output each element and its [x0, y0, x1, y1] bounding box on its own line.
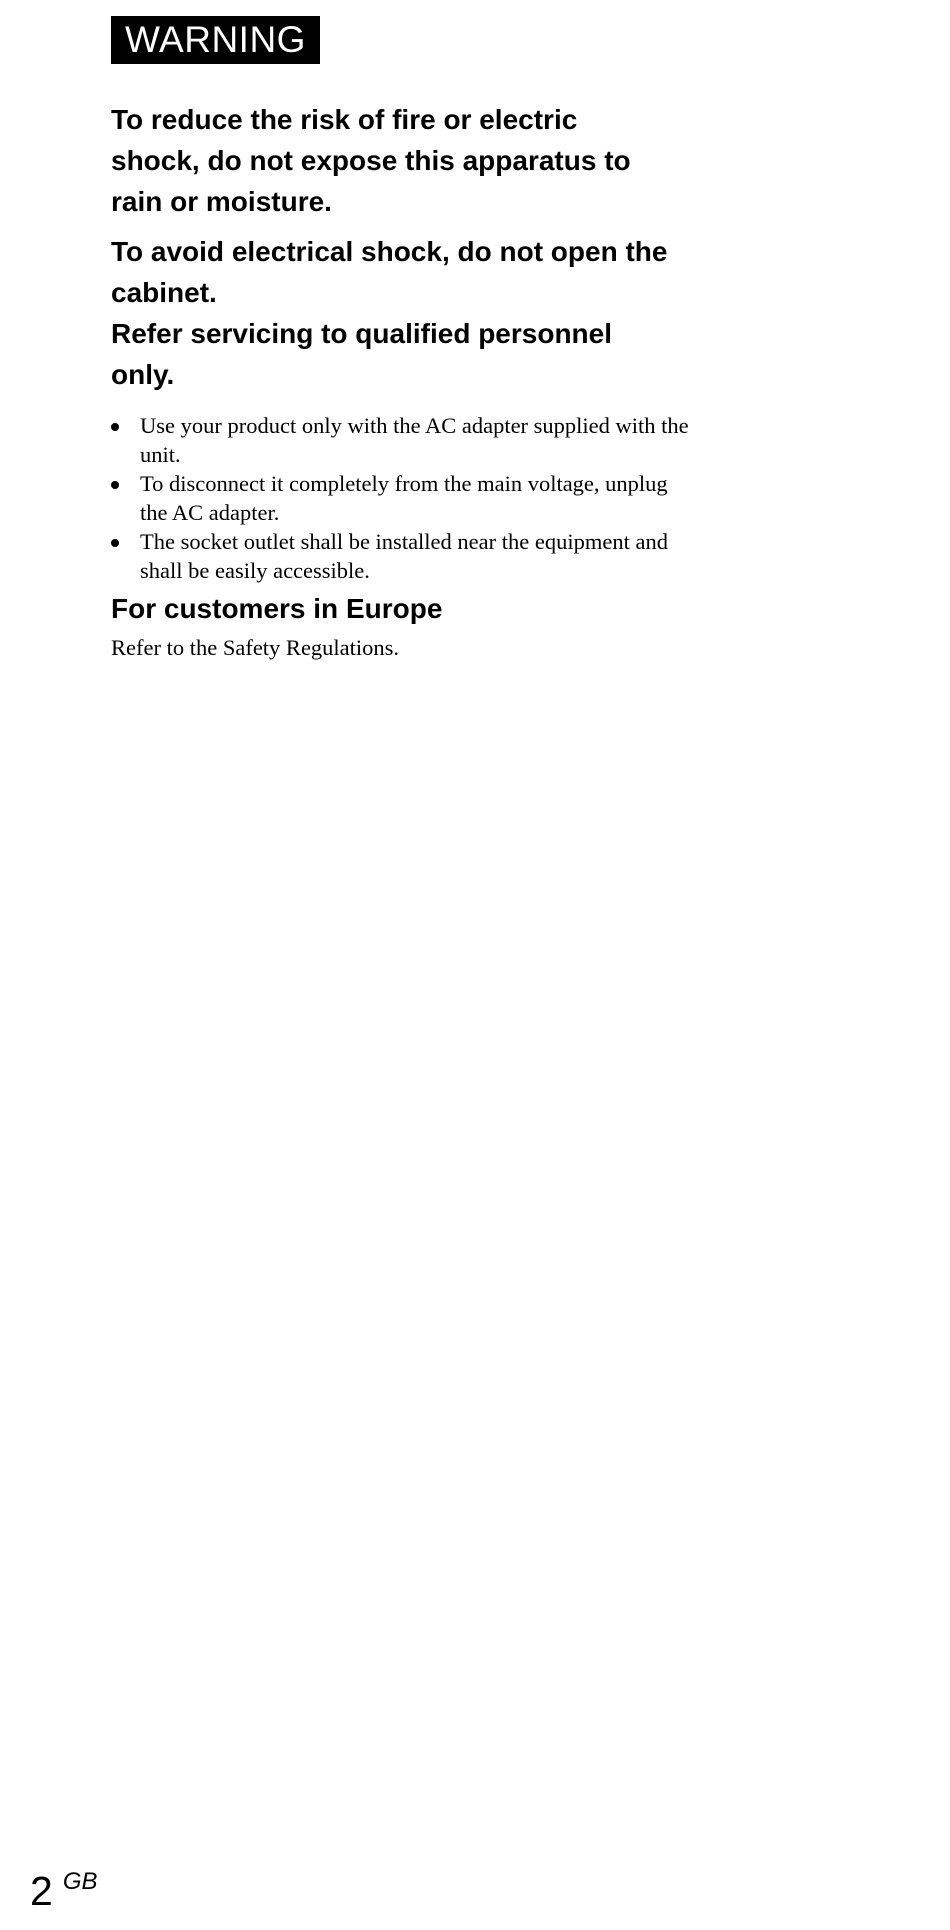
section-heading: For customers in Europe: [111, 593, 443, 624]
bullet-text: Use your product only with the AC adapter supplied with the unit.: [140, 413, 689, 467]
page-language-code: GB: [62, 1868, 98, 1895]
page-footer: [30, 1866, 98, 1916]
bullet-icon: [111, 539, 119, 547]
warning-badge: WARNING: [111, 16, 320, 64]
warning-servicing: Refer servicing to qualified personnel only.: [111, 318, 613, 390]
list-item: [111, 411, 691, 469]
page-number: 2: [30, 1868, 53, 1914]
warning-open-cabinet: To avoid electrical shock, do not open the cabinet.: [111, 236, 668, 308]
list-item: [111, 527, 691, 585]
bullet-text: To disconnect it completely from the main voltage, unplug the AC adapter.: [140, 471, 668, 525]
warning-fire-shock: To reduce the risk of fire or electric shock, do not expose this apparatus to rain or moisture.: [111, 104, 631, 217]
list-item: [111, 469, 691, 527]
bullet-text: The socket outlet shall be installed near the equipment and shall be easily accessible.: [140, 529, 668, 583]
bullet-icon: [111, 423, 119, 431]
bullet-icon: [111, 481, 119, 489]
safety-bullet-list: [111, 411, 691, 585]
section-body: Refer to the Safety Regulations.: [111, 635, 400, 660]
